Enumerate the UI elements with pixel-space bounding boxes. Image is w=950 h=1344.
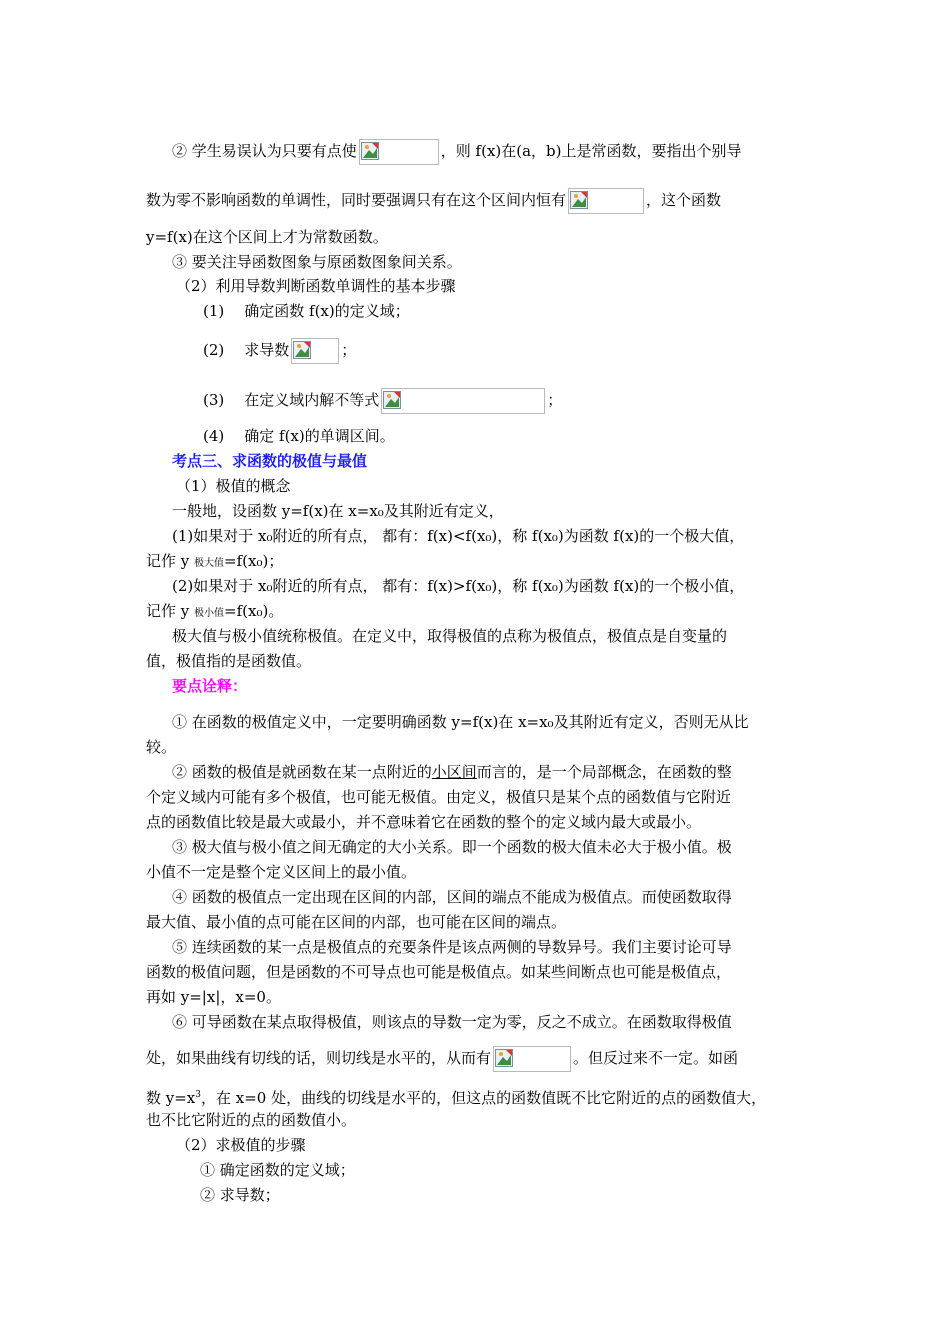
- paragraph-line: [146, 551, 283, 574]
- paragraph-line: (1)如果对于 x₀附近的所有点， 都有：f(x)<f(x₀)，称 f(x₀)为函数 f(x)的一个极大值，: [172, 527, 745, 545]
- note-5-cont: 再如 y=|x|，x=0。: [146, 988, 281, 1006]
- para-2-line-3: y=f(x)在这个区间上才为常数函数。: [146, 228, 388, 246]
- formula-image-placeholder: [493, 1046, 571, 1072]
- step-3: [203, 388, 562, 414]
- text: ，则 f(x)在(a，b)上是常函数，要指出个别导: [440, 142, 742, 160]
- broken-image-icon: [495, 1049, 513, 1067]
- paragraph-line: 一般地，设函数 y=f(x)在 x=x₀及其附近有定义，: [172, 502, 504, 520]
- note-5-cont: 函数的极值问题，但是函数的不可导点也可能是极值点。如某些间断点也可能是极值点，: [146, 963, 732, 981]
- formula-image-placeholder: [568, 188, 644, 214]
- step-number: (1): [203, 302, 225, 320]
- steps2-item-1: ① 确定函数的定义域；: [200, 1161, 355, 1179]
- formula-image-placeholder: [291, 338, 339, 364]
- text: ；: [547, 391, 563, 409]
- text: ；: [341, 341, 357, 359]
- text: 数 y=x: [146, 1089, 196, 1107]
- step-number: (3): [203, 391, 225, 409]
- para-3: ③ 要关注导函数图象与原函数图象间关系。: [172, 253, 462, 271]
- subheading: （1）极值的概念: [176, 477, 291, 495]
- subscript: 极小值: [194, 608, 225, 619]
- para-2-line-2: [146, 188, 721, 214]
- paragraph-line: (2)如果对于 x₀附近的所有点， 都有：f(x)>f(x₀)，称 f(x₀)为函数 f(x)的一个极小值，: [172, 577, 745, 595]
- note-6-cont: [146, 1085, 766, 1108]
- note-5: ⑤ 连续函数的某一点是极值点的充要条件是该点两侧的导数异号。我们主要讨论可导: [172, 938, 732, 956]
- note-2: [172, 762, 732, 782]
- note-2-cont: 点的函数值比较是最大或最小，并不意味着它在函数的整个的定义域内最大或最小。: [146, 813, 702, 831]
- step-text: 确定函数 f(x)的定义域；: [244, 302, 410, 320]
- broken-image-icon: [570, 191, 588, 209]
- superscript: 3: [195, 1090, 202, 1100]
- text: =f(x₀)；: [224, 552, 284, 570]
- subscript: 极大值: [194, 558, 225, 569]
- step-text: 求导数: [244, 341, 290, 359]
- note-6-cont: 也不比它附近的点的函数值小。: [146, 1111, 357, 1129]
- text: 而言的，是一个局部概念，在函数的整: [476, 763, 732, 781]
- text: ② 学生易误认为只要有点使: [172, 142, 357, 160]
- section-title: 考点三、求函数的极值与最值: [172, 452, 368, 470]
- text: ，在 x=0 处，曲线的切线是水平的，但这点的函数值既不比它附近的点的函数值大，: [201, 1089, 767, 1107]
- paragraph-line: 值，极值指的是函数值。: [146, 652, 312, 670]
- broken-image-icon: [293, 341, 311, 359]
- text: 处，如果曲线有切线的话，则切线是水平的，从而有: [146, 1049, 492, 1067]
- note-6: ⑥ 可导函数在某点取得极值，则该点的导数一定为零，反之不成立。在函数取得极值: [172, 1013, 732, 1031]
- text: ② 函数的极值是就函数在某一点附近的: [172, 763, 432, 781]
- text: 记作 y: [146, 552, 195, 570]
- text: 数为零不影响函数的单调性，同时要强调只有在这个区间内恒有: [146, 191, 567, 209]
- note-3-cont: 小值不一定是整个定义区间上的最小值。: [146, 863, 417, 881]
- note-4-cont: 最大值、最小值的点可能在区间的内部，也可能在区间的端点。: [146, 913, 567, 931]
- steps-heading: （2）利用导数判断函数单调性的基本步骤: [176, 277, 456, 295]
- note-1: ① 在函数的极值定义中，一定要明确函数 y=f(x)在 x=x₀及其附近有定义，否则无从比: [172, 713, 749, 731]
- formula-image-placeholder: [381, 388, 545, 414]
- notes-title: 要点诠释：: [172, 677, 248, 695]
- text: ，这个函数: [646, 191, 722, 209]
- formula-image-placeholder: [359, 139, 439, 165]
- step-1: [203, 301, 410, 321]
- text: 记作 y: [146, 602, 195, 620]
- underlined-text: 小区间: [431, 763, 477, 781]
- note-4: ④ 函数的极值点一定出现在区间的内部，区间的端点不能成为极值点。而使函数取得: [172, 888, 732, 906]
- step-text: 在定义域内解不等式: [244, 391, 380, 409]
- note-6-cont: [146, 1046, 738, 1072]
- steps2-item-2: ② 求导数；: [200, 1186, 280, 1204]
- broken-image-icon: [383, 391, 401, 409]
- steps2-heading: （2）求极值的步骤: [176, 1136, 306, 1154]
- broken-image-icon: [361, 142, 379, 160]
- paragraph-line: [146, 601, 283, 624]
- step-text: 确定 f(x)的单调区间。: [244, 427, 395, 445]
- note-1-cont: 较。: [146, 738, 177, 756]
- note-2-cont: 个定义域内可能有多个极值，也可能无极值。由定义，极值只是某个点的函数值与它附近: [146, 788, 732, 806]
- text: =f(x₀)。: [224, 602, 284, 620]
- step-4: [203, 426, 395, 446]
- step-2: [203, 338, 356, 364]
- paragraph-line: 极大值与极小值统称极值。在定义中，取得极值的点称为极值点，极值点是自变量的: [172, 627, 728, 645]
- note-3: ③ 极大值与极小值之间无确定的大小关系。即一个函数的极大值未必大于极小值。极: [172, 838, 732, 856]
- para-2-line-1: [172, 139, 742, 165]
- text: 。但反过来不一定。如函: [573, 1049, 739, 1067]
- step-number: (2): [203, 341, 225, 359]
- step-number: (4): [203, 427, 225, 445]
